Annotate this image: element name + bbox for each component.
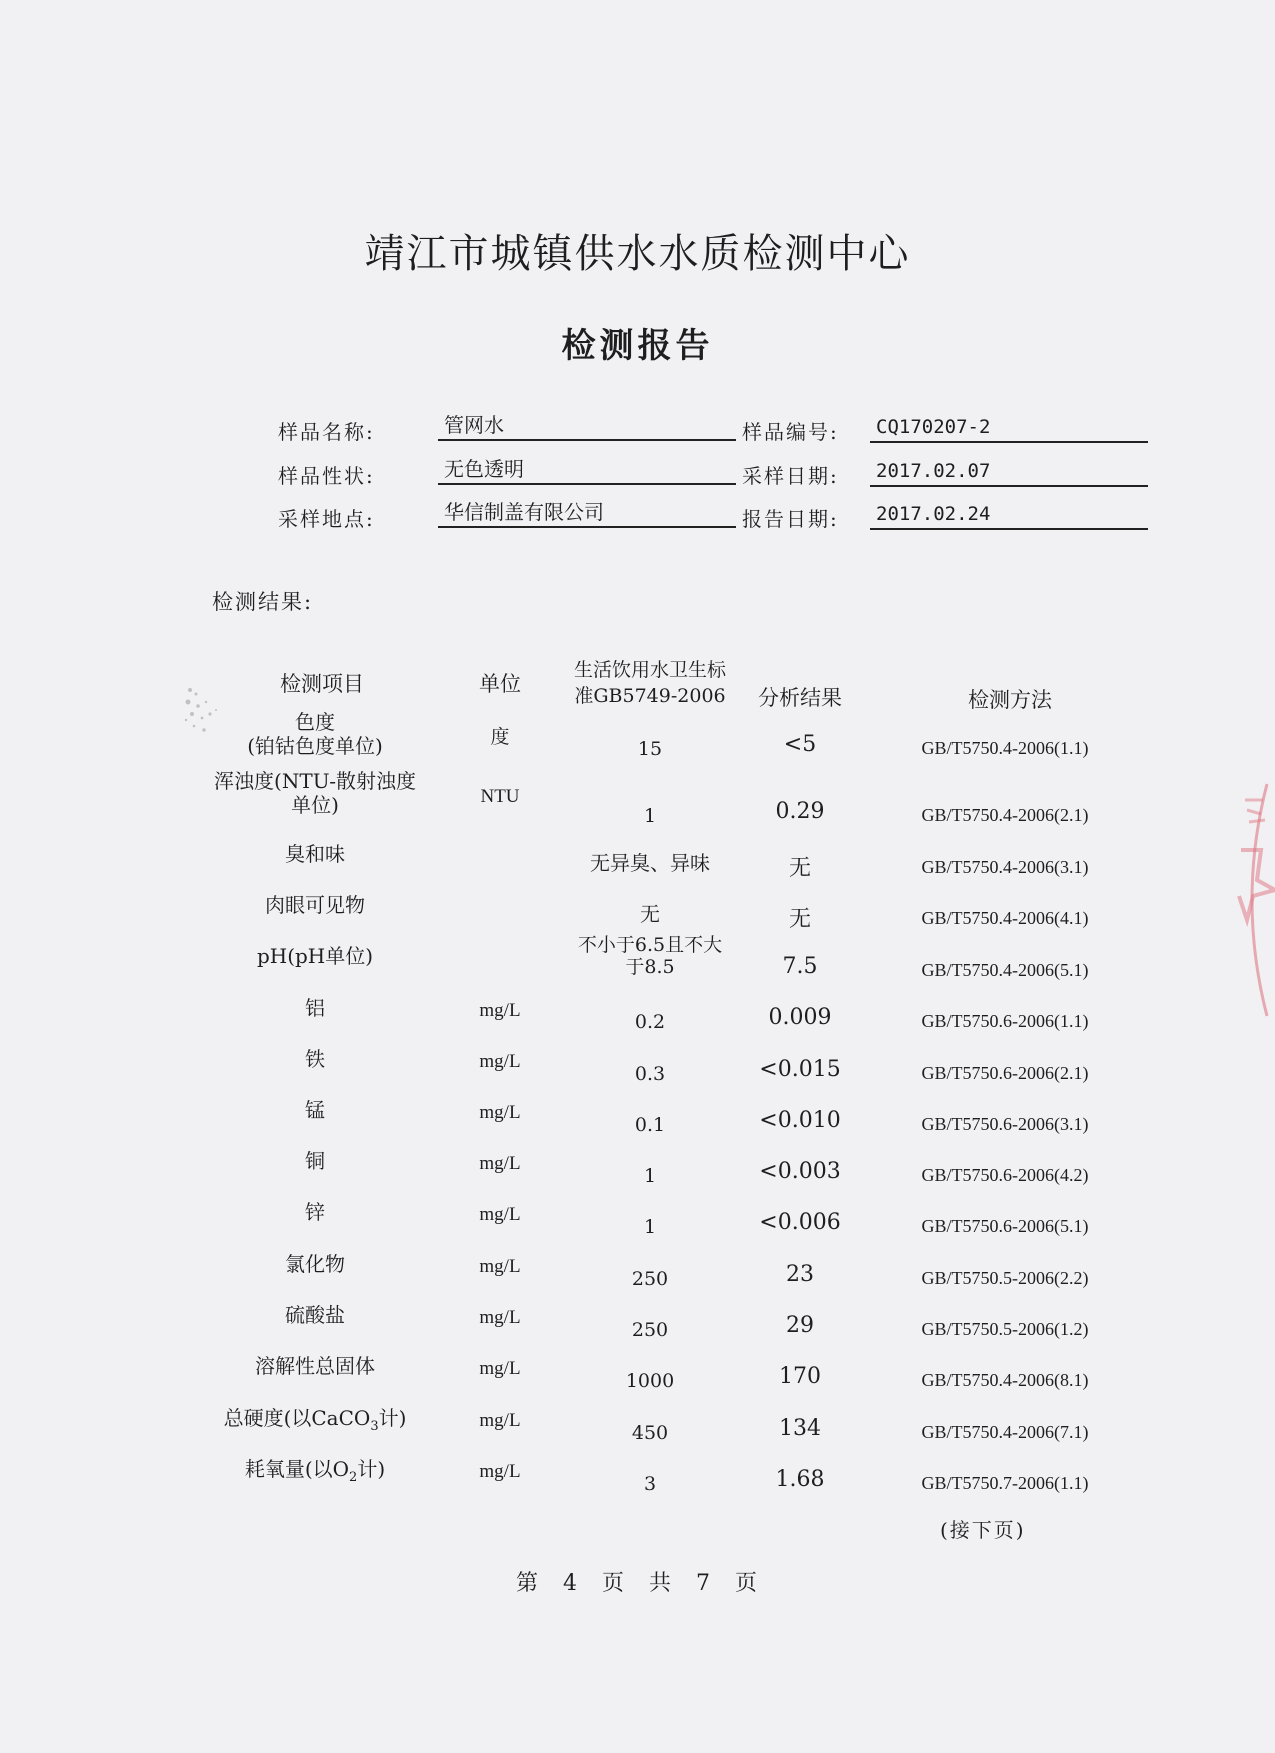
header-standard-line1: 生活饮用水卫生标 (573, 659, 726, 681)
unit: mg/L (479, 1256, 521, 1277)
item-name: 溶解性总固体 (255, 1354, 375, 1378)
standard-limit: 250 (631, 1319, 669, 1341)
unit: mg/L (479, 1307, 521, 1328)
standard-limit (540, 934, 760, 978)
item-name-line1: 色度 (295, 710, 335, 734)
unit: mg/L (479, 1102, 521, 1123)
standard-limit: 250 (631, 1268, 669, 1290)
item-name (200, 710, 430, 758)
item-name-text: 总硬度(以CaCO (223, 1406, 371, 1430)
standard-limit: 0.3 (634, 1063, 666, 1085)
header-result: 分析结果 (758, 686, 842, 710)
header-standard-line2: 准GB5749-2006 (574, 685, 726, 707)
item-name-text: 计) (378, 1406, 407, 1430)
report-date-value: 2017.02.24 (870, 502, 1148, 530)
item-name (200, 1457, 430, 1490)
unit: mg/L (479, 1410, 521, 1431)
header-item: 检测项目 (280, 672, 364, 696)
standard-line1: 不小于6.5且不大 (577, 934, 723, 956)
item-name: 锰 (305, 1098, 325, 1122)
test-method: GB/T5750.7-2006(1.1) (921, 1473, 1089, 1493)
item-name: pH(pH单位) (256, 944, 374, 968)
sample-no-value: CQ170207-2 (870, 415, 1148, 443)
item-name-subscript: 2 (349, 1470, 358, 1485)
analysis-result: 134 (779, 1416, 821, 1441)
test-method: GB/T5750.6-2006(3.1) (921, 1114, 1089, 1134)
standard-limit: 无异臭、异味 (590, 851, 710, 875)
test-method: GB/T5750.6-2006(4.2) (921, 1165, 1089, 1185)
analysis-result: 无 (788, 856, 811, 881)
sampling-date-value: 2017.02.07 (870, 459, 1148, 487)
item-name-line2: (铂钴色度单位) (247, 734, 383, 758)
scan-smudge (182, 684, 232, 740)
standard-limit: 3 (643, 1473, 657, 1495)
header-unit: 单位 (479, 672, 521, 696)
test-method: GB/T5750.5-2006(1.2) (921, 1319, 1089, 1339)
results-heading: 检测结果: (212, 590, 314, 614)
standard-limit: 1 (643, 1165, 657, 1187)
test-method: GB/T5750.4-2006(3.1) (921, 857, 1089, 877)
org-title: 靖江市城镇供水水质检测中心 (364, 231, 911, 277)
test-method: GB/T5750.4-2006(7.1) (921, 1422, 1089, 1442)
analysis-result: 23 (786, 1262, 814, 1287)
continued-note: (接下页) (940, 1518, 1026, 1542)
unit: mg/L (479, 1461, 521, 1482)
analysis-result: 1.68 (775, 1467, 825, 1492)
standard-limit: 1000 (625, 1370, 675, 1392)
standard-limit: 无 (640, 902, 660, 926)
unit: mg/L (479, 1000, 521, 1021)
item-name: 氯化物 (285, 1252, 345, 1276)
sample-name-label: 样品名称: (278, 420, 375, 444)
sample-no-label: 样品编号: (742, 420, 839, 444)
test-method: GB/T5750.5-2006(2.2) (921, 1268, 1089, 1288)
standard-limit: 0.1 (634, 1114, 666, 1136)
sample-name-value: 管网水 (438, 413, 736, 441)
analysis-result: 7.5 (782, 954, 818, 979)
test-method: GB/T5750.6-2006(5.1) (921, 1216, 1089, 1236)
item-name-line2: 单位) (291, 793, 339, 817)
header-standard (540, 657, 760, 709)
analysis-result: <0.015 (759, 1057, 841, 1082)
item-name (200, 769, 430, 817)
item-name-text: 计) (357, 1457, 386, 1481)
standard-limit: 15 (637, 738, 663, 760)
header-method: 检测方法 (968, 688, 1052, 712)
red-seal-stamp-edge (1227, 780, 1275, 1020)
report-date-label: 报告日期: (742, 507, 839, 531)
sample-state-label: 样品性状: (278, 464, 375, 488)
analysis-result: 170 (779, 1364, 821, 1389)
test-method: GB/T5750.6-2006(2.1) (921, 1063, 1089, 1083)
item-name: 铝 (305, 996, 325, 1020)
report-title: 检测报告 (561, 326, 714, 366)
unit: 度 (490, 727, 510, 748)
test-method: GB/T5750.4-2006(1.1) (921, 738, 1089, 758)
item-name-text: 耗氧量(以O (244, 1457, 350, 1481)
unit: mg/L (479, 1204, 521, 1225)
item-name: 硫酸盐 (285, 1303, 345, 1327)
item-name: 肉眼可见物 (265, 893, 365, 917)
unit: mg/L (479, 1358, 521, 1379)
analysis-result: <0.010 (759, 1108, 841, 1133)
item-name-line1: 浑浊度(NTU-散射浊度 (214, 769, 416, 793)
item-name-subscript: 3 (370, 1419, 379, 1434)
unit: mg/L (479, 1051, 521, 1072)
standard-limit: 450 (631, 1422, 669, 1444)
sampling-site-value: 华信制盖有限公司 (438, 500, 736, 528)
sampling-date-label: 采样日期: (742, 464, 839, 488)
test-method: GB/T5750.4-2006(2.1) (921, 805, 1089, 825)
analysis-result: <0.003 (759, 1159, 841, 1184)
analysis-result: 0.29 (775, 799, 825, 824)
analysis-result: 无 (788, 907, 811, 932)
page-footer: 第 4 页 共 7 页 (516, 1571, 759, 1596)
analysis-result: 0.009 (768, 1005, 832, 1030)
analysis-result: 29 (786, 1313, 814, 1338)
test-method: GB/T5750.4-2006(4.1) (921, 908, 1089, 928)
unit: NTU (480, 786, 520, 807)
unit: mg/L (479, 1153, 521, 1174)
sampling-site-label: 采样地点: (278, 507, 375, 531)
item-name (200, 1406, 430, 1439)
item-name: 铜 (305, 1149, 325, 1173)
test-method: GB/T5750.4-2006(5.1) (921, 960, 1089, 980)
sample-state-value: 无色透明 (438, 457, 736, 485)
test-method: GB/T5750.4-2006(8.1) (921, 1370, 1089, 1390)
analysis-result: <5 (783, 732, 817, 757)
standard-line2: 于8.5 (625, 956, 675, 978)
item-name: 锌 (305, 1200, 325, 1224)
standard-limit: 1 (643, 805, 657, 827)
standard-limit: 0.2 (634, 1011, 666, 1033)
standard-limit: 1 (643, 1216, 657, 1238)
item-name: 臭和味 (285, 842, 345, 866)
item-name: 铁 (305, 1047, 325, 1071)
test-method: GB/T5750.6-2006(1.1) (921, 1011, 1089, 1031)
analysis-result: <0.006 (759, 1210, 841, 1235)
